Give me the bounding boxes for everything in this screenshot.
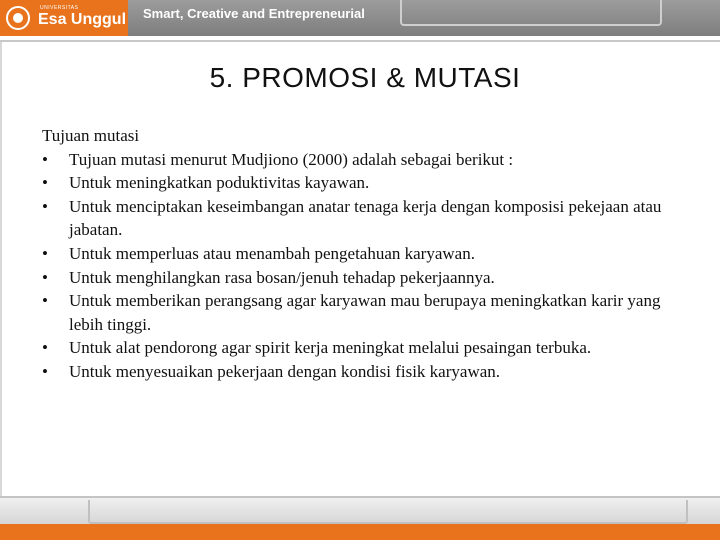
list-item (42, 289, 682, 336)
list-item-text: Untuk menyesuaikan pekerjaan dengan kondisi fisik karyawan. (69, 361, 501, 381)
header-frame-decoration (400, 0, 662, 26)
bullet-icon: • (42, 196, 48, 216)
list-item (42, 336, 682, 360)
slide-frame-top (0, 40, 720, 42)
footer-frame-decoration (88, 500, 688, 524)
list-item (42, 148, 682, 172)
content-heading: Tujuan mutasi (42, 126, 140, 145)
list-item-text: Tujuan mutasi menurut Mudjiono (2000) adalah sebagai berikut : (69, 149, 514, 169)
university-logo (0, 0, 128, 36)
bullet-list (42, 148, 682, 384)
list-item-text: Untuk memperluas atau menambah pengetahuan karyawan. (69, 243, 475, 263)
list-item (42, 195, 682, 242)
bullet-icon: • (42, 243, 48, 263)
list-item-text: Untuk meningkatkan poduktivitas kayawan. (69, 173, 370, 193)
header-tagline: Smart, Creative and Entrepreneurial (143, 6, 365, 21)
bullet-icon: • (42, 291, 48, 311)
bullet-icon: • (42, 338, 48, 358)
list-item-text: Untuk memberikan perangsang agar karyawan mau berupaya meningkatkan karir yang lebih tinggi. (69, 291, 661, 334)
bullet-icon: • (42, 149, 48, 169)
footer-orange-strip (0, 524, 720, 540)
slide-content (42, 124, 682, 384)
bullet-icon: • (42, 267, 48, 287)
list-item (42, 242, 682, 266)
list-item (42, 360, 682, 384)
list-item-text: Untuk alat pendorong agar spirit kerja meningkat melalui pesaingan terbuka. (69, 338, 592, 358)
logo-name: Esa Unggul (38, 11, 127, 28)
list-item-text: Untuk menciptakan keseimbangan anatar tenaga kerja dengan komposisi pekejaan atau jabatan. (69, 196, 662, 240)
logo-small-text: UNIVERSITAS (40, 5, 79, 11)
bullet-icon: • (42, 361, 48, 381)
slide-frame-left (0, 42, 2, 512)
bullet-icon: • (42, 173, 48, 193)
list-item (42, 266, 682, 290)
list-item-text: Untuk menghilangkan rasa bosan/jenuh tehadap pekerjaannya. (69, 267, 495, 287)
list-item (42, 171, 682, 195)
header-banner (0, 0, 720, 36)
slide-title: 5. PROMOSI & MUTASI (209, 62, 521, 93)
logo-emblem-icon (6, 6, 30, 30)
